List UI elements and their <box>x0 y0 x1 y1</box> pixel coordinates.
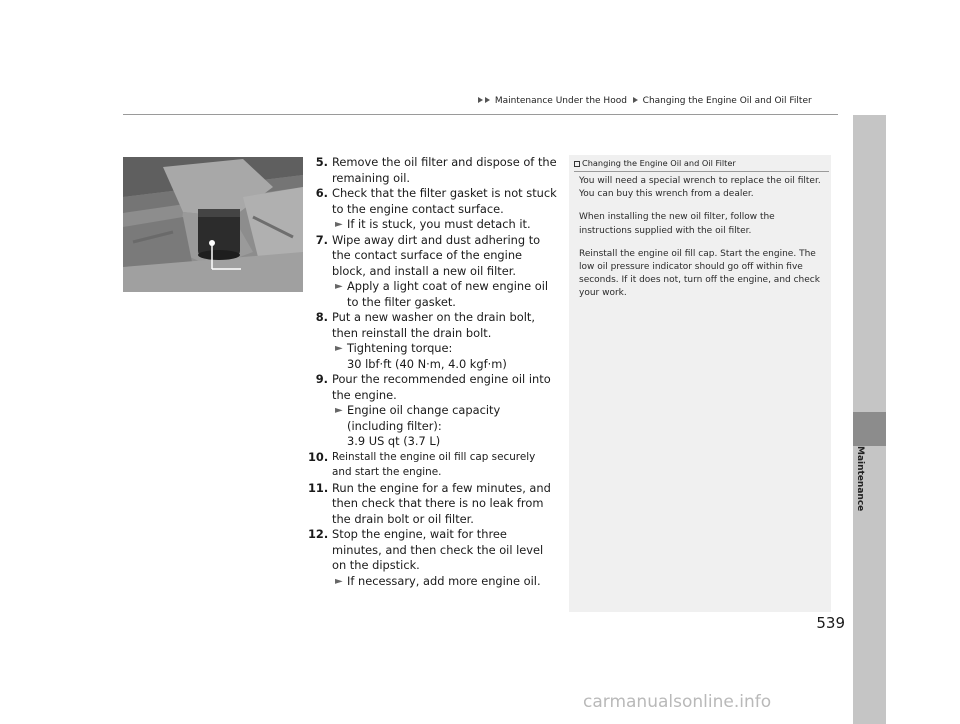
step-number: 9. <box>315 372 328 386</box>
step-text: Pour the recommended engine oil into the engine. <box>332 372 551 402</box>
step-9 <box>308 372 558 403</box>
capacity-value: 3.9 US qt (3.7 L) <box>347 434 441 448</box>
sidebar-paragraph: Reinstall the engine oil fill cap. Start the engine. The low oil pressure indicator should go off within five seconds. If it does not, turn off the engine, and check your work. <box>579 248 820 299</box>
note-text: Apply a light coat of new engine oil to the filter gasket. <box>347 279 549 309</box>
step-number: 7. <box>315 232 328 247</box>
breadcrumb-page: Changing the Engine Oil and Oil Filter <box>642 96 812 106</box>
step-text: Remove the oil filter and dispose of the remaining oil. <box>332 155 557 185</box>
step-number: 10. <box>308 449 329 464</box>
sidebar-paragraph: You will need a special wrench to replace the oil filter. You can buy this wrench from a dealer. <box>579 176 821 200</box>
note-text: If it is stuck, you must detach it. <box>347 217 531 231</box>
step-8-note <box>308 341 558 372</box>
breadcrumb <box>478 94 815 108</box>
procedure-steps <box>308 155 558 589</box>
side-tab-label: Maintenance <box>855 446 865 512</box>
step-6 <box>308 186 558 217</box>
note-arrow-icon: ► <box>335 281 343 292</box>
sidebar-paragraph: When installing the new oil filter, follow the instructions supplied with the oil filter. <box>579 212 775 236</box>
torque-value: 30 lbf·ft (40 N·m, 4.0 kgf·m) <box>347 356 507 371</box>
header-rule <box>123 114 838 115</box>
note-arrow-icon: ► <box>335 219 343 230</box>
side-tab-active-marker <box>853 412 886 446</box>
step-10 <box>308 450 558 481</box>
sidebar-title <box>574 156 829 170</box>
note-arrow-icon: ► <box>335 405 343 416</box>
step-text: Run the engine for a few minutes, and then check that there is no leak from the drain bolt or oil filter. <box>332 480 551 526</box>
step-6-note <box>308 217 558 233</box>
step-8 <box>308 310 558 341</box>
note-text: Engine oil change capacity (including filter): <box>347 403 501 433</box>
step-number: 11. <box>308 480 329 495</box>
step-12-note <box>308 574 558 590</box>
breadcrumb-section: Maintenance Under the Hood <box>494 96 627 106</box>
note-arrow-icon: ► <box>335 575 343 587</box>
step-5 <box>308 155 558 186</box>
step-text: Reinstall the engine oil fill cap securely and start the engine. <box>332 450 536 478</box>
note-text: If necessary, add more engine oil. <box>347 573 541 588</box>
watermark: carmanualsonline.info <box>583 692 772 712</box>
oil-filter-figure <box>123 157 303 292</box>
step-text: Check that the filter gasket is not stuck to the engine contact surface. <box>332 186 557 216</box>
sidebar-title-text: Changing the Engine Oil and Oil Filter <box>582 158 736 168</box>
step-7 <box>308 233 558 280</box>
note-arrow-icon: ► <box>335 343 343 354</box>
step-text: Wipe away dirt and dust adhering to the contact surface of the engine block, and install a new oil filter. <box>332 232 541 278</box>
note-text: Tightening torque: <box>347 341 453 355</box>
step-number: 6. <box>315 186 328 200</box>
breadcrumb-arrow-icon <box>478 97 483 103</box>
step-number: 12. <box>308 527 329 541</box>
engine-underside-illustration <box>123 157 303 292</box>
reference-icon <box>574 161 580 167</box>
page-number: 539 <box>816 614 845 632</box>
step-number: 5. <box>315 155 328 169</box>
breadcrumb-arrow-icon <box>633 97 638 103</box>
step-text: Put a new washer on the drain bolt, then reinstall the drain bolt. <box>332 310 535 340</box>
notes-sidebar <box>569 155 831 612</box>
breadcrumb-arrow-icon <box>485 97 490 103</box>
step-text: Stop the engine, wait for three minutes, and then check the oil level on the dipstick. <box>332 527 544 572</box>
sidebar-body <box>579 175 829 311</box>
step-7-note <box>308 279 558 310</box>
step-11 <box>308 481 558 528</box>
side-tab-upper <box>853 115 886 412</box>
step-number: 8. <box>315 310 328 324</box>
sidebar-rule <box>574 171 829 172</box>
step-9-note <box>308 403 558 450</box>
step-12 <box>308 527 558 574</box>
